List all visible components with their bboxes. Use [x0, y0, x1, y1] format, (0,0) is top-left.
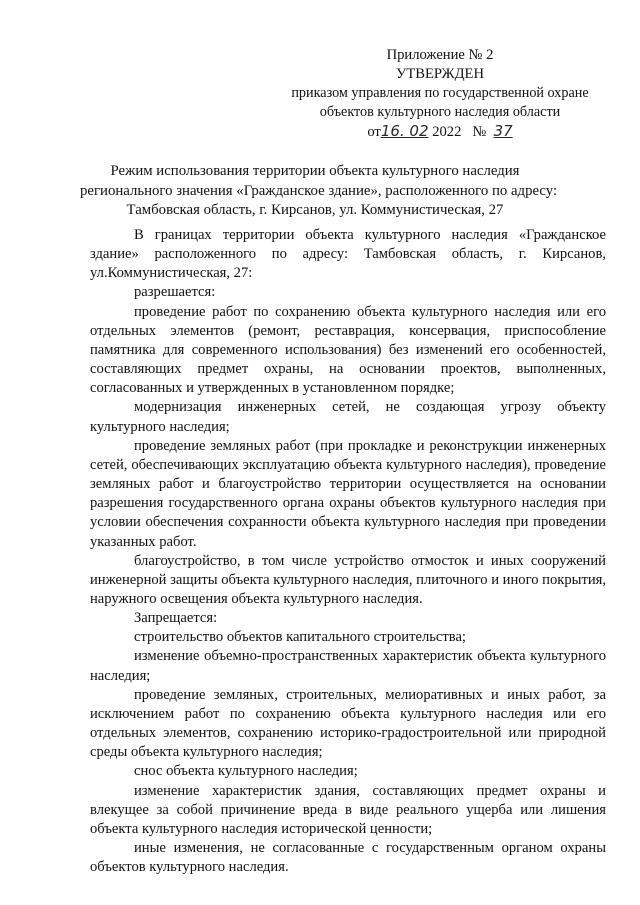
title-line-1: Режим использования территории объекта культурного наследия — [110, 163, 520, 179]
order-line-1: приказом управления по государственной охране — [291, 85, 589, 101]
handwritten-order-number: 37 — [493, 122, 513, 140]
forbidden-item: проведение земляных, строительных, мелиоративных и иных работ, за исключением работ по сохранению объекта культурного наследия или его отдельных элементов, сохранению историко-градостроительной или природной среды объекта культурного наследия; — [90, 686, 606, 761]
handwritten-date: 16. 02 — [380, 122, 429, 140]
forbidden-header: Запрещается: — [134, 610, 218, 627]
forbidden-item: изменение характеристик здания, составляющих предмет охраны и влекущее за собой причинение вреда в виде реального ущерба или лишения объекта культурного наследия исторической ценности; — [90, 782, 606, 837]
appendix-number: Приложение № 2 — [386, 47, 494, 63]
order-line-2: объектов культурного наследия области — [319, 104, 561, 120]
title-line-3: Тамбовская область, г. Кирсанов, ул. Коммунистическая, 27 — [126, 202, 504, 218]
title-line-2: регионального значения «Гражданское здание», расположенного по адресу: — [80, 182, 558, 199]
forbidden-item: строительство объектов капитального строительства; — [134, 629, 466, 646]
allowed-item: проведение земляных работ (при прокладке и реконструкции инженерных сетей, обеспечивающих эксплуатацию объекта культурного наследия), проведение земляных работ и благоустройство территории осуществляется на основании разрешения государственного органа охраны объектов культурного наследия при условии обеспечения сохранности объекта культурного наследия при проведении указанных работ. — [90, 437, 606, 550]
order-number-label: № — [472, 124, 487, 140]
allowed-header: разрешается: — [134, 284, 216, 301]
approval-block — [270, 46, 610, 142]
document-body — [90, 226, 606, 877]
allowed-item: проведение работ по сохранению объекта культурного наследия или его отдельных элементов (ремонт, реставрация, консервация, приспособление памятника для современного использования) без изменений его особенностей, составляющих предмет охраны, на основании проектов, выполненных, согласованных и утвержденных в установленном порядке; — [90, 303, 606, 397]
forbidden-item: снос объекта культурного наследия; — [134, 763, 358, 780]
forbidden-item: иные изменения, не согласованные с государственным органом охраны объектов культурного наследия. — [90, 840, 606, 876]
allowed-item: модернизация инженерных сетей, не создающая угрозу объекту культурного наследия; — [90, 399, 606, 435]
intro-paragraph: В границах территории объекта культурного наследия «Гражданское здание» расположенного по адресу: Тамбовская область, г. Кирсанов, ул.Коммунистическая, 27: — [90, 227, 606, 282]
order-year: 2022 — [432, 124, 462, 140]
order-date-line — [270, 122, 610, 142]
document-title — [80, 162, 558, 221]
allowed-item: благоустройство, в том числе устройство отмосток и иных сооружений инженерной защиты объекта культурного наследия, плиточного и иного покрытия, наружного освещения объекта культурного наследия. — [90, 552, 606, 607]
date-prefix: от — [367, 124, 381, 140]
approved-heading: УТВЕРЖДЕН — [396, 66, 484, 82]
forbidden-item: изменение объемно-пространственных характеристик объекта культурного наследия; — [90, 648, 606, 684]
